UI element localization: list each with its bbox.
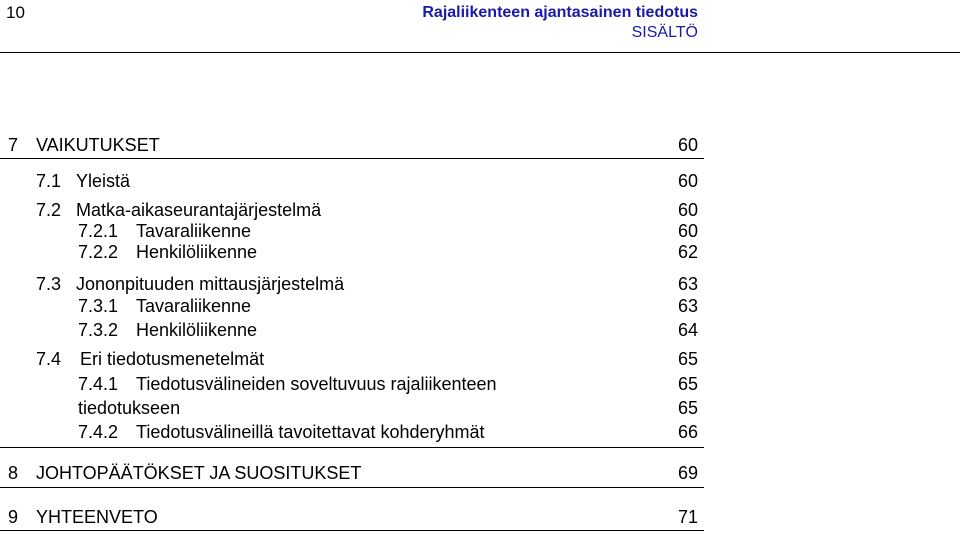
toc-number: 8 — [8, 463, 19, 483]
toc-entry-7-2[interactable] — [36, 199, 321, 221]
section-heading: SISÄLTÖ — [631, 24, 698, 41]
toc-page: 60 — [677, 200, 698, 220]
toc-entry-7-4-1[interactable] — [78, 373, 497, 395]
toc-entry-chapter-9[interactable] — [8, 506, 158, 528]
toc-number: 7.4.1 — [78, 374, 119, 394]
toc-page: 60 — [677, 135, 698, 155]
toc-number: 9 — [8, 507, 19, 527]
toc-number: 7.4 — [36, 349, 62, 369]
toc-title: YHTEENVETO — [36, 507, 158, 527]
toc-entry-chapter-7[interactable] — [8, 134, 160, 156]
toc-entry-7-4-2[interactable] — [78, 421, 485, 443]
toc-title: Eri tiedotusmenetelmät — [80, 349, 265, 369]
toc-page: 66 — [677, 422, 698, 442]
chapter-rule — [0, 487, 704, 488]
toc-page: 65 — [677, 349, 698, 369]
toc-number: 7.2.1 — [78, 221, 119, 241]
document-title: Rajaliikenteen ajantasainen tiedotus — [422, 4, 698, 21]
toc-page: 71 — [677, 507, 698, 527]
toc-page: 60 — [677, 171, 698, 191]
toc-number: 7.1 — [36, 171, 62, 191]
toc-title: Henkilöliikenne — [136, 242, 258, 262]
toc-entry-7-2-2[interactable] — [78, 241, 257, 263]
toc-title: VAIKUTUKSET — [36, 135, 160, 155]
toc-entry-7-3-1[interactable] — [78, 295, 251, 317]
toc-number: 7.3.2 — [78, 320, 119, 340]
toc-number: 7.4.2 — [78, 422, 119, 442]
toc-entry-7-4[interactable] — [36, 348, 264, 370]
toc-page: 62 — [677, 242, 698, 262]
toc-title: Matka-aikaseurantajärjestelmä — [76, 200, 322, 220]
toc-title: Henkilöliikenne — [136, 320, 258, 340]
toc-page: 64 — [677, 320, 698, 340]
toc-page: 65 — [677, 374, 698, 394]
toc-entry-7-4-1-continued[interactable] — [78, 397, 180, 419]
toc-number: 7.3.1 — [78, 296, 119, 316]
toc-number: 7.2 — [36, 200, 62, 220]
chapter-rule — [0, 158, 704, 159]
toc-page: 65 — [677, 398, 698, 418]
toc-entry-7-3-2[interactable] — [78, 319, 257, 341]
toc-page: 69 — [677, 463, 698, 483]
chapter-rule — [0, 447, 704, 448]
toc-number: 7 — [8, 135, 19, 155]
toc-title: tiedotukseen — [78, 398, 181, 418]
toc-page: 63 — [677, 274, 698, 294]
toc-entry-7-1[interactable] — [36, 170, 130, 192]
chapter-rule — [0, 530, 704, 531]
toc-page: 60 — [677, 221, 698, 241]
toc-title: Tavaraliikenne — [136, 296, 252, 316]
toc-title: Tiedotusvälineillä tavoitettavat kohderyhmät — [136, 422, 485, 442]
toc-title: Jononpituuden mittausjärjestelmä — [76, 274, 345, 294]
toc-number: 7.3 — [36, 274, 62, 294]
page-number: 10 — [6, 3, 25, 22]
toc-title: Yleistä — [76, 171, 131, 191]
toc-entry-chapter-8[interactable] — [8, 462, 361, 484]
toc-entry-7-2-1[interactable] — [78, 220, 251, 242]
toc-title: Tiedotusvälineiden soveltuvuus rajaliikenteen — [136, 374, 497, 394]
header-rule — [0, 52, 960, 53]
toc-number: 7.2.2 — [78, 242, 119, 262]
toc-page: 63 — [677, 296, 698, 316]
toc-title: JOHTOPÄÄTÖKSET JA SUOSITUKSET — [36, 463, 362, 483]
toc-entry-7-3[interactable] — [36, 273, 344, 295]
toc-title: Tavaraliikenne — [136, 221, 252, 241]
